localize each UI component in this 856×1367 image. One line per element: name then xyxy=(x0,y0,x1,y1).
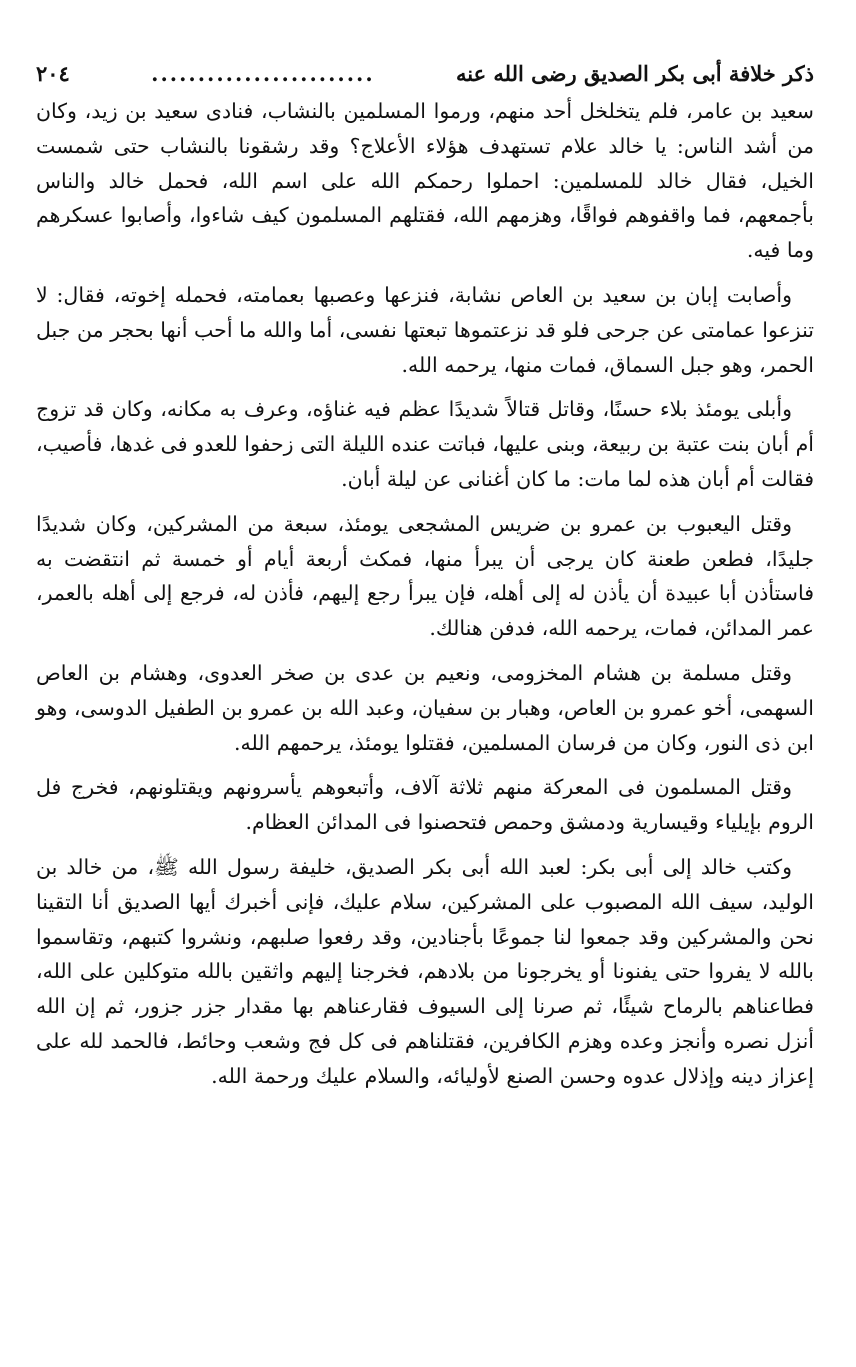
body-text xyxy=(36,94,814,1094)
leader-dots: ........................ xyxy=(151,61,375,86)
paragraph-5: وقتل مسلمة بن هشام المخزومى، ونعيم بن عدى بن صخر العدوى، وهشام بن العاص السهمى، أخو عمرو بن العاص، وهبار بن سفيان، وعبد الله بن عمرو بن الطفيل الدوسى، وهو ابن ذى النور، وكان من فرسان المسلمين، فقتلوا يومئذ، يرحمهم الله. xyxy=(36,660,814,755)
paragraph-3: وأبلى يومئذ بلاء حسنًا، وقاتل قتالاً شديدًا عظم فيه غناؤه، وعرف به مكانه، وكان قد تزوج أم أبان بنت عتبة بن ربيعة، وبنى عليها، فباتت عنده الليلة التى زحفوا للعدو فى غدها، فأصيب، فقالت أم أبان هذه لما مات: ما كان أغنانى عن ليلة أبان. xyxy=(36,397,814,491)
chapter-title: ذكر خلافة أبى بكر الصديق رضى الله عنه xyxy=(455,61,814,86)
paragraph-2: وأصابت إبان بن سعيد بن العاص نشابة، فنزعها وعصبها بعمامته، فحمله إخوته، فقال: لا تنزعوا عمامتى عن جرحى فلو قد نزعتموها تبعتها نفسى، أما والله ما أحب أنها بحجر من جبل الحمر، وهو جبل السماق، فمات منها، يرحمه الله. xyxy=(36,282,814,377)
paragraph-1: سعيد بن عامر، فلم يتخلخل أحد منهم، ورموا المسلمين بالنشاب، فنادى سعيد بن زيد، وكان من أشد الناس: يا خالد علام تستهدف هؤلاء الأعلاج؟ وقد رشقونا بالنشاب حتى شمست الخيل، فقال خالد للمسلمين: احملوا رحمكم الله على اسم الله، فحمل خالد والناس بأجمعهم، فما واقفوهم فواقًا، وهزمهم الله، فقتلهم المسلمون كيف شاءوا، وأصابوا عسكرهم وما فيه. xyxy=(36,99,814,263)
page-number: ٢٠٤ xyxy=(36,61,70,86)
paragraph-6: وقتل المسلمون فى المعركة منهم ثلاثة آلاف، وأتبعوهم يأسرونهم ويقتلونهم، فخرج فل الروم بإيلياء وقيسارية ودمشق وحمص فتحصنوا فى المدائن العظام. xyxy=(36,775,814,835)
paragraph-7: وكتب خالد إلى أبى بكر: لعبد الله أبى بكر الصديق، خليفة رسول الله ﷺ، من خالد بن الوليد، سيف الله المصبوب على المشركين، سلام عليك، فإنى أخبرك أيها الصديق أنا التقينا نحن والمشركين وقد جمعوا لنا جموعًا بأجنادين، وقد رفعوا صلبهم، ونشروا كتبهم، وتقاسموا بالله لا يفروا حتى يفنونا أو يخرجونا من بلادهم، فخرجنا إليهم واثقين بالله متوكلين على الله، فطاعناهم بالرماح شيئًا، ثم صرنا إلى السيوف فقارعناهم بها مقدار جزر جزور، ثم إن الله أنزل نصره وأنجز وعده وهزم الكافرين، فقتلناهم فى كل فج وشعب وحائط، فالحمد لله على إعزاز دينه وإذلال عدوه وحسن الصنع لأوليائه، والسلام عليك ورحمة الله. xyxy=(36,854,814,1088)
book-page xyxy=(36,54,814,1104)
paragraph-4: وقتل اليعبوب بن عمرو بن ضريس المشجعى يومئذ، سبعة من المشركين، وكان شديدًا جليدًا، فطعن طعنة كان يرجى أن يبرأ منها، فمكث أربعة أيام أو خمسة ثم انتقضت به فاستأذن أبا عبيدة أن يأذن له إلى أهله، فإن يبرأ رجع إليهم، فأذن له، فرجع إلى أهله بالعمر، عمر المدائن، فمات، يرحمه الله، فدفن هنالك. xyxy=(36,511,814,641)
running-header xyxy=(36,54,814,94)
